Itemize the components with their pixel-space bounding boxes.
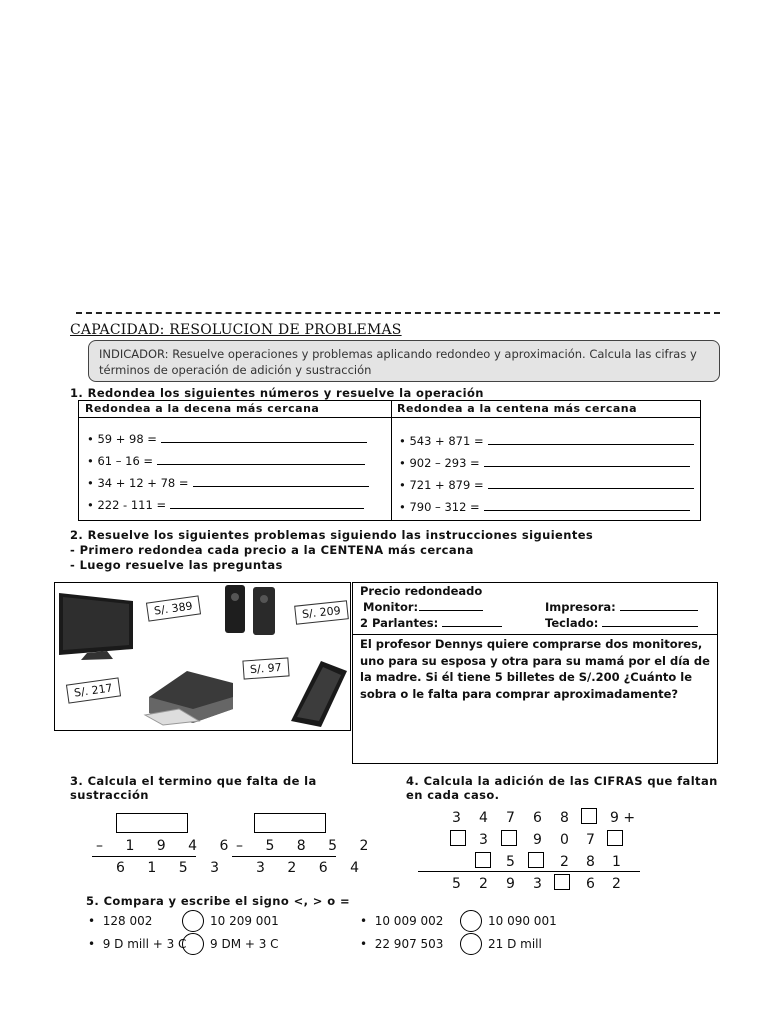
difference: 6 1 5 3	[116, 860, 228, 876]
digit-box[interactable]	[607, 830, 623, 846]
speakers-image	[223, 583, 283, 639]
digit-box[interactable]	[581, 808, 597, 824]
sign-circle[interactable]	[460, 933, 482, 955]
col1-header: Redondea a la decena más cercana	[85, 402, 320, 415]
col2-row: • 902 – 293 =	[399, 455, 690, 470]
col2-header: Redondea a la centena más cercana	[397, 402, 638, 415]
compare-left: • 9 D mill + 3 C	[88, 937, 187, 951]
products-picture	[54, 582, 351, 731]
monitor-field: Monitor:	[363, 599, 483, 614]
problem-text: El profesor Dennys quiere comprarse dos monitores, uno para su esposa y otra para su mamá por el día de la madre. Si él tiene 5 billetes de S/.200 ¿Cuánto le sobra o le falta para comprar aproximadamente?	[360, 637, 710, 701]
sign-circle[interactable]	[182, 933, 204, 955]
col1-row: • 61 – 16 =	[87, 453, 365, 468]
price-tag: S/. 97	[242, 657, 289, 679]
rounding-table	[78, 400, 701, 521]
keyboard-image	[287, 659, 351, 729]
sign-circle[interactable]	[182, 910, 204, 932]
compare-right: 10 090 001	[488, 914, 557, 928]
q5-title: 5. Compara y escribe el signo <, > o =	[86, 894, 350, 908]
digit-box[interactable]	[475, 852, 491, 868]
sign-circle[interactable]	[460, 910, 482, 932]
col1-row: • 222 - 111 =	[87, 497, 364, 512]
q1-title: 1. Redondea los siguientes números y resuelve la operación	[70, 386, 484, 400]
compare-left: • 22 907 503	[360, 937, 444, 951]
q2-step2: - Luego resuelve las preguntas	[70, 558, 283, 572]
col1-row: • 59 + 98 =	[87, 431, 367, 446]
compare-left: • 128 002	[88, 914, 153, 928]
price-tag: S/. 217	[66, 677, 121, 703]
col2-row: • 790 – 312 =	[399, 499, 690, 514]
indicador-text: Resuelve operaciones y problemas aplicando redondeo y aproximación. Calcula las cifras y términos de operación de adición y sustracción	[99, 347, 697, 377]
precio-redondeado-label: Precio redondeado	[360, 584, 483, 598]
impresora-field: Impresora:	[545, 599, 698, 614]
price-answer-box	[352, 582, 718, 764]
digit-box[interactable]	[450, 830, 466, 846]
compare-right: 9 DM + 3 C	[210, 937, 279, 951]
col1-row: • 34 + 12 + 78 =	[87, 475, 369, 490]
compare-left: • 10 009 002	[360, 914, 444, 928]
digit-box[interactable]	[554, 874, 570, 890]
q2-title: 2. Resuelve los siguientes problemas siguiendo las instrucciones siguientes	[70, 528, 594, 542]
q3-title: 3. Calcula el termino que falta de la sustracción	[70, 774, 317, 802]
q4-title: 4. Calcula la adición de las CIFRAS que faltan en cada caso.	[406, 774, 718, 802]
monitor-image	[57, 589, 137, 661]
price-tag: S/. 389	[146, 595, 201, 621]
compare-right: 21 D mill	[488, 937, 542, 951]
answer-box[interactable]	[254, 813, 326, 833]
subtrahend: – 1 9 4 6	[96, 838, 238, 854]
col2-row: • 543 + 871 =	[399, 433, 694, 448]
dashed-divider	[76, 312, 720, 314]
price-tag: S/. 209	[294, 600, 348, 624]
printer-image	[139, 669, 239, 727]
indicador-label: INDICADOR:	[99, 347, 169, 361]
capacidad-heading: CAPACIDAD: RESOLUCION DE PROBLEMAS	[70, 322, 402, 338]
subtrahend: – 5 8 5 2	[236, 838, 378, 854]
col2-row: • 721 + 879 =	[399, 477, 694, 492]
digit-box[interactable]	[528, 852, 544, 868]
teclado-field: Teclado:	[545, 615, 698, 630]
indicador-box	[88, 340, 720, 382]
difference: 3 2 6 4	[256, 860, 368, 876]
compare-right: 10 209 001	[210, 914, 279, 928]
parlantes-field: 2 Parlantes:	[360, 615, 502, 630]
answer-box[interactable]	[116, 813, 188, 833]
digit-box[interactable]	[501, 830, 517, 846]
q2-step1: - Primero redondea cada precio a la CENTENA más cercana	[70, 543, 474, 557]
